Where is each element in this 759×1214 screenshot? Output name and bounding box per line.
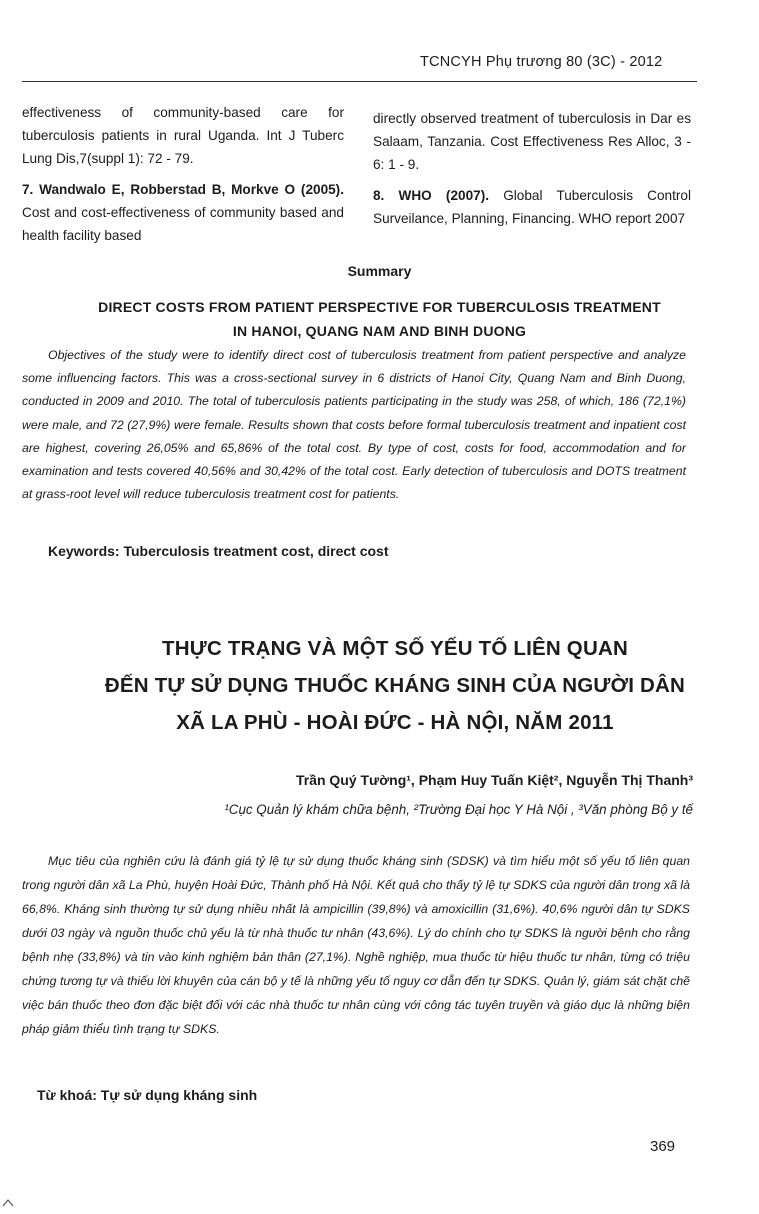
scan-mark-icon xyxy=(2,1196,14,1208)
english-keywords: Keywords: Tuberculosis treatment cost, direct cost xyxy=(48,543,389,559)
running-header: TCNCYH Phụ trương 80 (3C) - 2012 xyxy=(420,54,663,70)
reference-continuation: directly observed treatment of tuberculosis in Dar es Salaam, Tanzania. Cost Effectiveness Res Alloc, 3 - 6: 1 - 9. xyxy=(373,111,691,172)
reference-8-text: Global Tuberculosis Control Surveilance, Planning, Financing. WHO report 2007 xyxy=(373,188,692,226)
reference-8-authors: 8. WHO (2007). xyxy=(373,188,490,203)
english-abstract xyxy=(22,344,686,506)
vietnamese-keywords: Từ khoá: Tự sử dụng kháng sinh xyxy=(37,1087,258,1103)
references-left-column xyxy=(22,101,344,247)
authors: Trần Quý Tường¹, Phạm Huy Tuấn Kiệt², Nguyễn Thị Thanh³ xyxy=(295,772,693,788)
article-title-line: ĐẾN TỰ SỬ DỤNG THUỐC KHÁNG SINH CỦA NGƯỜI DÂN xyxy=(104,674,686,697)
reference-8 xyxy=(373,184,691,230)
summary-heading: Summary xyxy=(347,263,412,279)
article-title-line: XÃ LA PHÙ - HOÀI ĐỨC - HÀ NỘI, NĂM 2011 xyxy=(176,711,614,734)
english-title-line: IN HANOI, QUANG NAM AND BINH DUONG xyxy=(232,323,527,339)
reference-7-text: Cost and cost-effectiveness of community based and health facility based xyxy=(22,205,344,243)
page-number: 369 xyxy=(650,1138,676,1155)
english-title-line: DIRECT COSTS FROM PATIENT PERSPECTIVE FOR TUBERCULOSIS TREATMENT xyxy=(98,299,661,315)
reference-7-authors: 7. Wandwalo E, Robberstad B, Morkve O (2005). xyxy=(22,182,344,197)
article-title-line: THỰC TRẠNG VÀ MỘT SỐ YẾU TỐ LIÊN QUAN xyxy=(162,637,628,660)
vietnamese-abstract-text: Mục tiêu của nghiên cứu là đánh giá tỷ lệ tự sử dụng thuốc kháng sinh (SDSK) và tìm hiểu một số yếu tố liên quan trong người dân xã La Phù, huyện Hoài Đức, Thành phố Hà Nội. Kết quả cho thấy tỷ lệ tự SDKS của người dân trong xã là 66,8%. Kháng sinh thường tự sử dụng nhiều nhất là ampicillin (39,8%) và amoxicillin (31,6%). 40,6% người dân tự SDKS dưới 03 ngày và nguồn thuốc chủ yếu là từ nhà thuốc tư nhân (43,6%). Lý do chính cho tự SDKS là người bệnh cho rằng bệnh nhẹ (33,8%) và tin vào kinh nghiệm bản thân (27,1%). Nghề nghiệp, mua thuốc từ hiệu thuốc tư nhân, từng có triệu chứng tương tự và thiếu lời khuyên của cán bộ y tế là những yếu tố nguy cơ dẫn đến tự SDKS. Quản lý, giám sát chặt chẽ việc bán thuốc theo đơn đặc biệt đối với các nhà thuốc tư nhân cùng với công tác tuyên truyền và giáo dục là những biện pháp giảm thiểu tình trạng tự SDKS. xyxy=(22,854,690,1036)
vietnamese-abstract xyxy=(22,849,690,1041)
article-title xyxy=(0,630,759,741)
header-rule xyxy=(22,81,697,82)
references-right-column xyxy=(373,107,691,230)
english-title xyxy=(0,295,759,343)
english-abstract-text: Objectives of the study were to identify direct cost of tuberculosis treatment from patient perspective and analyze some influencing factors. This was a cross-sectional survey in 6 districts of Hanoi City, Quang Nam and Binh Duong, conducted in 2009 and 2010. The total of tuberculosis patients participating in the study was 258, of which, 186 (72,1%) were male, and 72 (27,9%) were female. Results shown that costs before formal tuberculosis treatment and inpatient cost are highest, covering 26,05% and 65,86% of the total cost. By type of cost, costs for food, accommodation and for examination and tests covered 40,56% and 30,42% of the total cost. Early detection of tuberculosis and DOTS treatment at grass-root level will reduce tuberculosis treatment cost for patients. xyxy=(22,348,686,502)
affiliations: ¹Cục Quản lý khám chữa bệnh, ²Trường Đại học Y Hà Nội , ³Văn phòng Bộ y tế xyxy=(224,802,693,817)
reference-continuation: effectiveness of community-based care for tuberculosis patients in rural Uganda. Int J Tuberc Lung Dis,7(suppl 1): 72 - 79. xyxy=(22,105,344,166)
reference-7 xyxy=(22,178,344,247)
